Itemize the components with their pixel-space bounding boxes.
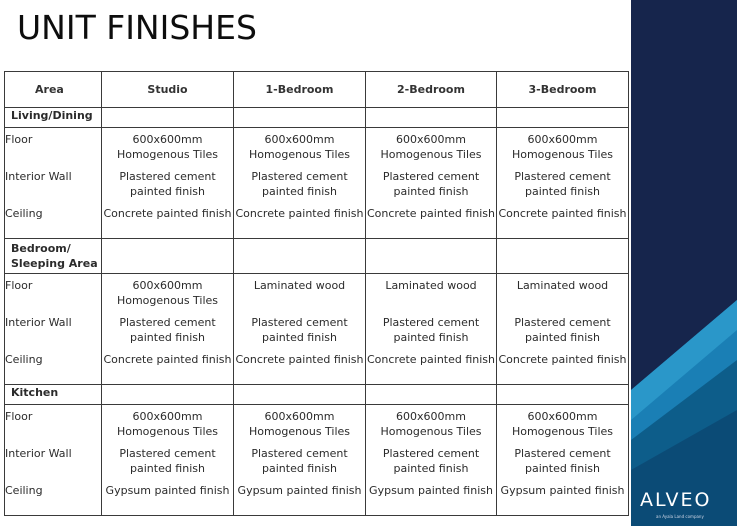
finish-value: Laminated wood [253, 279, 346, 292]
finish-value: Plastered cement painted finish [514, 170, 611, 198]
item-labels-cell [5, 405, 102, 516]
finish-value: Laminated wood [516, 279, 609, 292]
finish-value: Concrete painted finish [366, 207, 496, 220]
finish-value: Plastered cement painted finish [382, 316, 480, 344]
section-empty-cell [234, 239, 366, 274]
section-empty-cell [366, 385, 497, 405]
finish-value: 600x600mm Homogenous Tiles [511, 133, 614, 161]
finish-values-cell [102, 405, 234, 516]
section-row [5, 385, 629, 405]
finish-value: Plastered cement painted finish [514, 316, 611, 344]
section-name: Living/Dining [5, 108, 102, 128]
finish-values-cell [234, 274, 366, 385]
item-label: Floor [5, 279, 33, 292]
finish-value: Gypsum painted finish [237, 484, 362, 497]
item-labels-cell [5, 274, 102, 385]
header-studio: Studio [102, 72, 234, 108]
finish-value: Concrete painted finish [103, 207, 232, 220]
finish-value: 600x600mm Homogenous Tiles [511, 410, 614, 438]
finish-value: Plastered cement painted finish [251, 170, 348, 198]
page-title: UNIT FINISHES [17, 8, 257, 47]
section-empty-cell [366, 108, 497, 128]
finish-value: Plastered cement painted finish [119, 447, 216, 475]
alveo-tagline: an Ayala Land company [656, 514, 704, 519]
alveo-logo: ALVEO [640, 489, 712, 511]
finish-values-cell [102, 128, 234, 239]
finish-value: Plastered cement painted finish [382, 447, 480, 475]
table-header-row [5, 72, 629, 108]
finish-value: 600x600mm Homogenous Tiles [116, 133, 219, 161]
finish-values-cell [366, 128, 497, 239]
finish-value: Concrete painted finish [498, 353, 627, 366]
section-empty-cell [102, 385, 234, 405]
header-1-bedroom: 1-Bedroom [234, 72, 366, 108]
finish-values-cell [497, 274, 629, 385]
finish-value: Concrete painted finish [103, 353, 232, 366]
finish-value: 600x600mm Homogenous Tiles [116, 410, 219, 438]
section-empty-cell [497, 239, 629, 274]
section-row [5, 239, 629, 274]
header-2-bedroom: 2-Bedroom [366, 72, 497, 108]
section-empty-cell [497, 108, 629, 128]
finish-values-cell [102, 274, 234, 385]
brand-panel [631, 0, 737, 526]
finish-values-cell [366, 405, 497, 516]
finish-values-cell [366, 274, 497, 385]
finish-value: 600x600mm Homogenous Tiles [380, 410, 482, 438]
section-empty-cell [234, 385, 366, 405]
item-label: Interior Wall [5, 447, 72, 460]
finish-value: 600x600mm Homogenous Tiles [248, 133, 351, 161]
finish-value: Concrete painted finish [235, 207, 364, 220]
section-name: Kitchen [5, 385, 102, 405]
section-name: Bedroom/ Sleeping Area [5, 239, 102, 274]
finish-value: Gypsum painted finish [105, 484, 230, 497]
finish-value: Gypsum painted finish [500, 484, 625, 497]
section-empty-cell [102, 108, 234, 128]
finish-value: 600x600mm Homogenous Tiles [380, 133, 482, 161]
section-items-row [5, 274, 629, 385]
item-label: Ceiling [5, 484, 43, 497]
finish-values-cell [497, 128, 629, 239]
item-label: Ceiling [5, 207, 43, 220]
finish-values-cell [234, 128, 366, 239]
item-label: Floor [5, 410, 33, 423]
finish-values-cell [234, 405, 366, 516]
section-empty-cell [102, 239, 234, 274]
finish-value: 600x600mm Homogenous Tiles [116, 279, 219, 307]
finish-value: Gypsum painted finish [369, 484, 493, 497]
item-label: Interior Wall [5, 316, 72, 329]
section-items-row [5, 128, 629, 239]
finish-value: Plastered cement painted finish [251, 316, 348, 344]
section-empty-cell [366, 239, 497, 274]
item-label: Floor [5, 133, 33, 146]
header-area: Area [5, 72, 102, 108]
section-items-row [5, 405, 629, 516]
finish-value: Concrete painted finish [366, 353, 496, 366]
finish-value: Plastered cement painted finish [251, 447, 348, 475]
finish-value: Plastered cement painted finish [514, 447, 611, 475]
brand-decoration [631, 0, 737, 526]
unit-finishes-table [4, 71, 629, 516]
finish-value: Plastered cement painted finish [119, 170, 216, 198]
finish-value: 600x600mm Homogenous Tiles [248, 410, 351, 438]
section-empty-cell [497, 385, 629, 405]
finish-value: Laminated wood [385, 279, 477, 292]
section-empty-cell [234, 108, 366, 128]
finish-value: Concrete painted finish [498, 207, 627, 220]
item-labels-cell [5, 128, 102, 239]
item-label: Interior Wall [5, 170, 72, 183]
finish-value: Plastered cement painted finish [119, 316, 216, 344]
section-row [5, 108, 629, 128]
item-label: Ceiling [5, 353, 43, 366]
finish-value: Concrete painted finish [235, 353, 364, 366]
finish-value: Plastered cement painted finish [382, 170, 480, 198]
header-3-bedroom: 3-Bedroom [497, 72, 629, 108]
finish-values-cell [497, 405, 629, 516]
